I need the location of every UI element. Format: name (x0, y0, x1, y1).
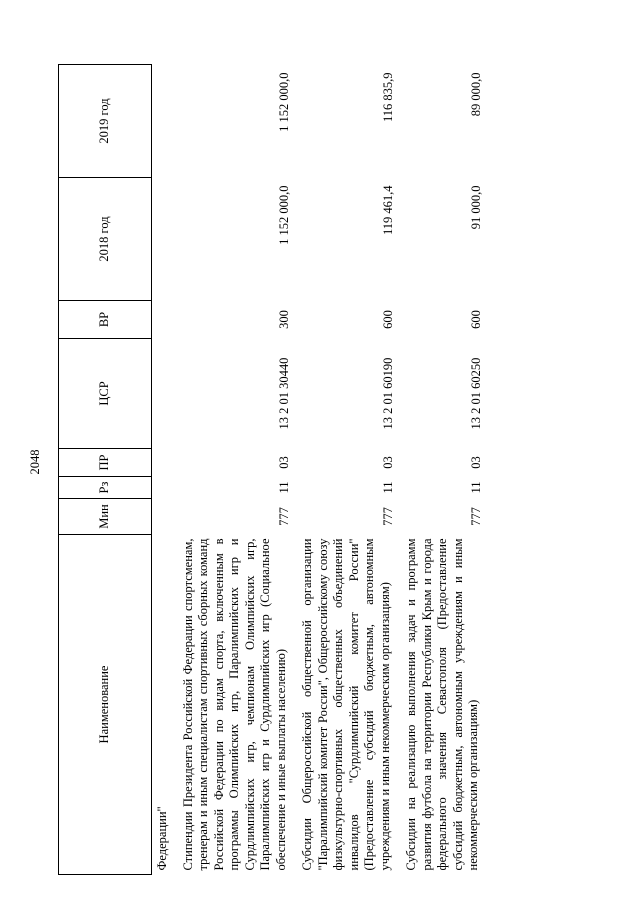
row-csr: 13 2 01 60190 (380, 357, 395, 430)
row-2018: 91 000,0 (469, 185, 483, 230)
header-2019: 2019 год (59, 65, 152, 178)
row-min: 777 (380, 507, 395, 526)
header-vr: ВР (59, 301, 152, 339)
row-name: Федерации" (155, 806, 169, 871)
table-row (396, 65, 485, 875)
row-rz: 11 (469, 481, 483, 494)
header-2018: 2018 год (59, 178, 152, 301)
row-pr: 03 (380, 456, 395, 469)
row-rz: 11 (276, 481, 291, 494)
header-csr: ЦСР (59, 339, 152, 449)
table-row (292, 65, 396, 875)
header-pr: ПР (59, 449, 152, 477)
row-pr: 03 (276, 456, 291, 469)
row-min: 777 (469, 507, 483, 526)
page-number: 2048 (28, 449, 42, 475)
row-2019: 1 152 000,0 (276, 72, 291, 132)
row-2019: 89 000,0 (469, 72, 483, 117)
table-row (173, 65, 293, 875)
header-rz: Рз (59, 477, 152, 499)
row-vr: 600 (469, 310, 483, 329)
row-2018: 1 152 000,0 (276, 185, 291, 245)
row-rz: 11 (380, 481, 395, 494)
budget-table (58, 64, 485, 875)
row-min (152, 499, 173, 535)
row-rz (152, 477, 173, 499)
header-row (59, 65, 152, 875)
header-name: Наименование (59, 535, 152, 875)
row-name: Субсидии на реализацию выполнения задач и программ развития футбола на территории Республики Крым и города федерального значения Севастополя (Предоставление субсидий бюджетным, автономным учреждениям и иным некоммерческим организациям) (404, 538, 480, 871)
row-pr: 03 (469, 456, 483, 469)
row-min: 777 (276, 507, 291, 526)
table-row (152, 65, 173, 875)
row-name: Субсидии Общероссийской общественной организации "Паралимпийский комитет России", Общероссийскому союзу физкультурно-спортивных общественных объединений инвалидов "Сурдлимпийский комитет России" (Предоставление субсидий бюджетным, автономным учреждениям и иным некоммерческим организациям) (300, 538, 392, 871)
row-vr (152, 301, 173, 339)
row-csr: 13 2 01 30440 (276, 357, 291, 430)
row-2018 (152, 178, 173, 301)
row-name: Стипендии Президента Российской Федерации спортсменам, тренерам и иным специалистам спортивных сборных команд Российской Федерации по видам спорта, включенным в программы Олимпийских игр, Паралимпийских игр и Сурдлимпийских игр, чемпионам Олимпийских игр, Паралимпийских игр и Сурдлимпийских игр (Социальное обеспечение и иные выплаты населению) (180, 538, 288, 871)
header-min: Мин (59, 499, 152, 535)
row-pr (152, 449, 173, 477)
row-csr (152, 339, 173, 449)
row-csr: 13 2 01 60250 (469, 357, 483, 430)
row-vr: 600 (380, 310, 395, 329)
row-2018: 119 461,4 (380, 185, 395, 236)
row-2019 (152, 65, 173, 178)
row-vr: 300 (276, 310, 291, 329)
row-2019: 116 835,9 (380, 72, 395, 123)
